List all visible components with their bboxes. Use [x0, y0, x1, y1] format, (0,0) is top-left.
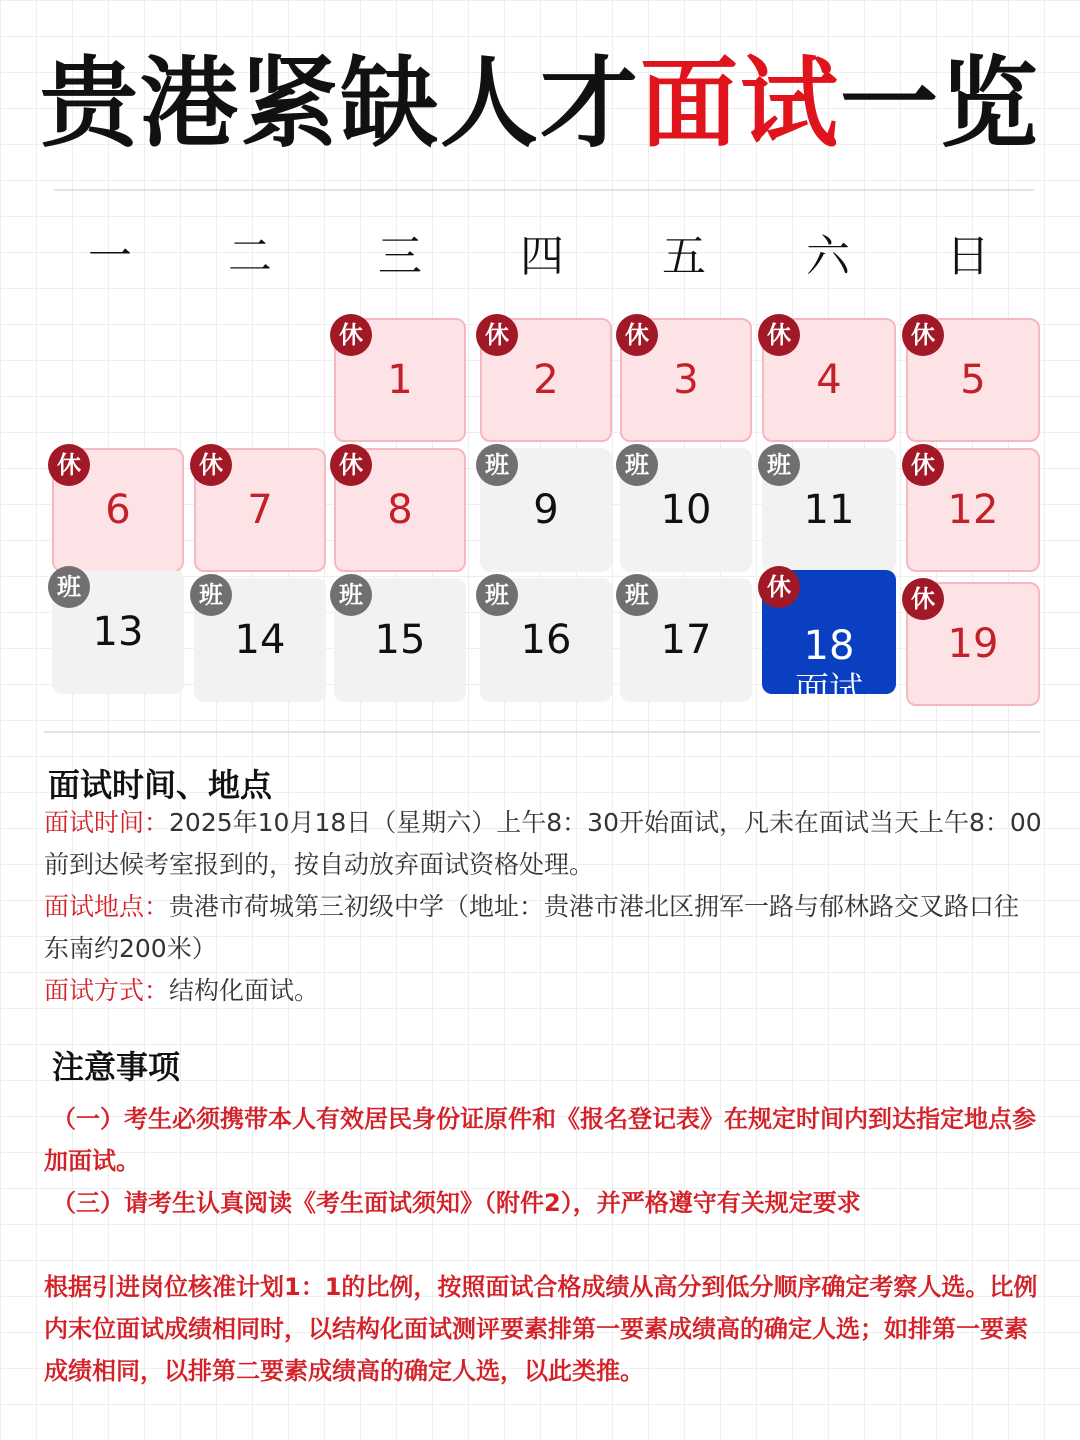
day-number: 18	[803, 623, 855, 669]
day-number: 16	[520, 617, 572, 663]
rest-day-badge: 休	[616, 314, 658, 356]
interview-method	[44, 970, 1044, 1012]
day-number: 2	[533, 357, 559, 403]
interview-place-label: 面试地点：	[44, 892, 170, 921]
day-note: 面试	[795, 670, 863, 710]
weekday-mon: 一	[88, 231, 132, 282]
page-title	[0, 44, 1080, 164]
work-day-badge: 班	[616, 574, 658, 616]
rest-day-badge: 休	[190, 444, 232, 486]
calendar-divider	[44, 731, 1040, 733]
work-day-badge: 班	[758, 444, 800, 486]
interview-time-label: 面试时间：	[44, 808, 170, 837]
weekday-fri: 五	[662, 231, 706, 282]
work-day-badge: 班	[48, 566, 90, 608]
title-tail: 一览	[840, 47, 1041, 161]
weekday-thu: 四	[520, 231, 564, 282]
rest-day-badge: 休	[758, 314, 800, 356]
title-main: 贵港紧缺人才	[39, 47, 640, 161]
top-divider	[54, 189, 1034, 191]
weekday-tue: 二	[228, 231, 272, 282]
weekday-sun: 日	[946, 231, 990, 282]
note-item-1: （一）考生必须携带本人有效居民身份证原件和《报名登记表》在规定时间内到达指定地点参加面试。	[44, 1105, 1036, 1175]
day-number: 3	[673, 357, 699, 403]
day-number: 19	[947, 621, 999, 667]
selection-rule: 根据引进岗位核准计划1：1的比例，按照面试合格成绩从高分到低分顺序确定考察人选。比例内末位面试成绩相同时，以结构化面试测评要素排第一要素成绩高的确定人选；如排第一要素成绩相同，以排第二要素成绩高的确定人选，以此类推。	[44, 1273, 1038, 1385]
day-number: 9	[533, 487, 559, 533]
interview-place	[44, 886, 1044, 970]
rest-day-badge: 休	[330, 314, 372, 356]
section-notes-heading: 注意事项	[52, 1048, 181, 1086]
interview-time	[44, 802, 1044, 886]
work-day-badge: 班	[476, 574, 518, 616]
rest-day-badge: 休	[902, 444, 944, 486]
weekday-sat: 六	[806, 231, 850, 282]
day-number: 8	[387, 487, 413, 533]
day-number: 11	[803, 487, 855, 533]
rest-day-badge: 休	[902, 578, 944, 620]
rest-day-badge: 休	[48, 444, 90, 486]
section-time-place-heading: 面试时间、地点	[48, 766, 273, 804]
work-day-badge: 班	[190, 574, 232, 616]
rest-day-badge: 休	[902, 314, 944, 356]
work-day-badge: 班	[330, 574, 372, 616]
title-accent: 面试	[639, 47, 840, 161]
note-item-3: （三）请考生认真阅读《考生面试须知》（附件2），并严格遵守有关规定要求	[52, 1189, 861, 1217]
weekday-header	[40, 222, 1040, 292]
day-number: 12	[947, 487, 999, 533]
work-day-badge: 班	[616, 444, 658, 486]
day-number: 5	[960, 357, 986, 403]
rest-day-badge: 休	[476, 314, 518, 356]
day-number: 4	[816, 357, 842, 403]
day-number: 13	[92, 609, 144, 655]
work-day-badge: 班	[476, 444, 518, 486]
day-number: 14	[234, 617, 286, 663]
day-number: 10	[660, 487, 712, 533]
interview-place-text: 贵港市荷城第三初级中学（地址：贵港市港北区拥军一路与郁林路交叉路口往东南约200米）	[44, 892, 1020, 963]
day-number: 17	[660, 617, 712, 663]
day-number: 6	[105, 487, 131, 533]
day-number: 1	[387, 357, 413, 403]
day-number: 15	[374, 617, 426, 663]
weekday-wed: 三	[378, 231, 422, 282]
rest-day-badge: 休	[758, 566, 800, 608]
interview-time-text: 2025年10月18日（星期六）上午8：30开始面试，凡未在面试当天上午8：00前到达候考室报到的，按自动放弃面试资格处理。	[44, 808, 1042, 879]
rest-day-badge: 休	[330, 444, 372, 486]
interview-method-label: 面试方式：	[44, 976, 170, 1005]
day-number: 7	[247, 487, 273, 533]
interview-method-text: 结构化面试。	[169, 976, 320, 1005]
